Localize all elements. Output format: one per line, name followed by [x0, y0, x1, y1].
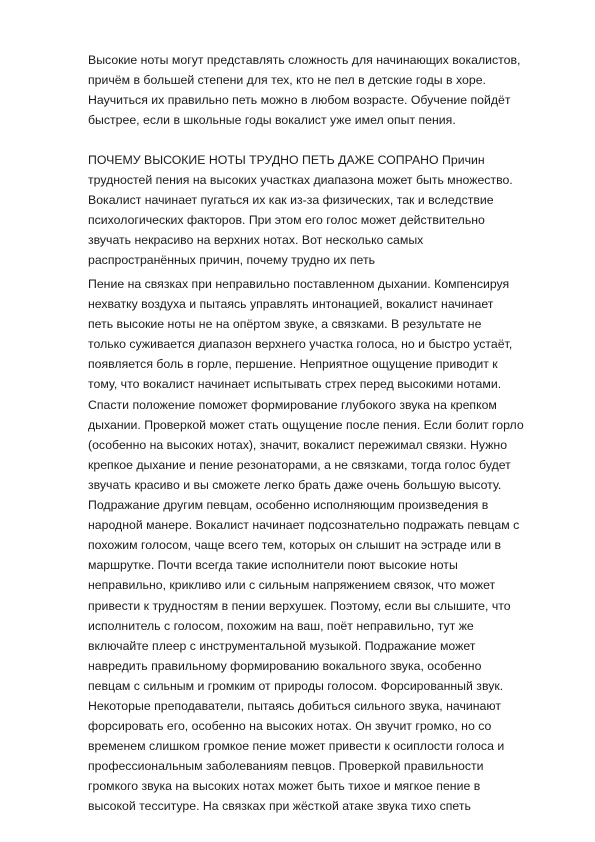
text-line: появляется боль в горле, першение. Неприятное ощущение приводит к [88, 357, 498, 372]
text-line: дыхании. Проверкой может стать ощущение после пения. Если болит горло [88, 417, 524, 432]
text-line: Научиться их правильно петь можно в любом возрасте. Обучение пойдёт [88, 93, 511, 108]
text-line: громкого звука на высоких нотах может быть тихое и мягкое пение в [88, 779, 481, 794]
text-line: психологических факторов. При этом его голос может действительно [88, 213, 485, 228]
text-line: навредить правильному формированию вокального звука, особенно [88, 658, 482, 673]
text-line: Некоторые преподаватели, пытаясь добиться сильного звука, начинают [88, 698, 501, 713]
text-line: тому, что вокалист начинает испытывать стрех перед высокими нотами. [88, 377, 502, 392]
text-line: трудностей пения на высоких участках диапазона может быть множество. [88, 173, 513, 188]
text-line: форсировать его, особенно на высоких нотах. Он звучит громко, но со [88, 719, 492, 734]
text-line: нехватку воздуха и пытаясь управлять интонацией, вокалист начинает [88, 297, 494, 312]
text-line: исполнитель с голосом, похожим на ваш, поёт неправильно, тут же [88, 618, 474, 633]
text-line: причём в большей степени для тех, кто не пел в детские годы в хоре. [88, 73, 486, 88]
text-line: похожим голосом, чаще всего тем, которых он слышит на эстраде или в [88, 538, 502, 553]
text-line: Пение на связках при неправильно поставленном дыхании. Компенсируя [88, 277, 510, 291]
text-line: крепкое дыхание и пение резонаторами, а не связками, тогда голос будет [88, 457, 511, 472]
text-line: включайте плеер с инструментальной музыкой. Подражание может [88, 638, 476, 653]
body-paragraph [88, 274, 568, 817]
text-line: звучать некрасиво на верхних нотах. Вот несколько самых [88, 233, 424, 248]
text-line: Спасти положение поможет формирование глубокого звука на крепком [88, 397, 497, 412]
text-line: ПОЧЕМУ ВЫСОКИЕ НОТЫ ТРУДНО ПЕТЬ ДАЖЕ СОПРАНО Причин [88, 153, 485, 167]
intro-paragraph [88, 50, 568, 130]
text-line: звучать красиво и вы сможете легко брать даже очень большую высоту. [88, 477, 502, 492]
text-line: Высокие ноты могут представлять сложность для начинающих вокалистов, [88, 53, 521, 67]
text-line: народной манере. Вокалист начинает подсознательно подражать певцам с [88, 518, 520, 533]
text-line: высокой тесситуре. На связках при жёсткой атаке звука тихо спеть [88, 799, 471, 814]
text-line: Вокалист начинает пугаться их как из-за физических, так и вследствие [88, 193, 494, 208]
text-line: только суживается диапазон верхнего участка голоса, но и быстро устаёт, [88, 337, 513, 352]
text-line: петь высокие ноты не на опёртом звуке, а связками. В результате не [88, 317, 482, 332]
text-line: певцам с сильным и громким от природы голосом. Форсированный звук. [88, 678, 504, 693]
text-line: временем слишком громкое пение может привести к осиплости голоса и [88, 739, 505, 754]
text-line: (особенно на высоких нотах), значит, вокалист пережимал связки. Нужно [88, 437, 508, 452]
text-line: Подражание другим певцам, особенно исполняющим произведения в [88, 498, 489, 513]
text-line: профессиональным заболеваниям певцов. Проверкой правильности [88, 759, 484, 774]
reasons-heading-paragraph [88, 150, 568, 271]
text-line: маршрутке. Почти всегда такие исполнители поют высокие ноты [88, 558, 458, 573]
text-line: привести к трудностям в пении верхушек. Поэтому, если вы слышите, что [88, 598, 511, 613]
text-line: неправильно, крикливо или с сильным напряжением связок, что может [88, 578, 496, 593]
text-line: распространённых причин, почему трудно их петь [88, 253, 375, 268]
text-line: быстрее, если в школьные годы вокалист уже имел опыт пения. [88, 113, 456, 128]
